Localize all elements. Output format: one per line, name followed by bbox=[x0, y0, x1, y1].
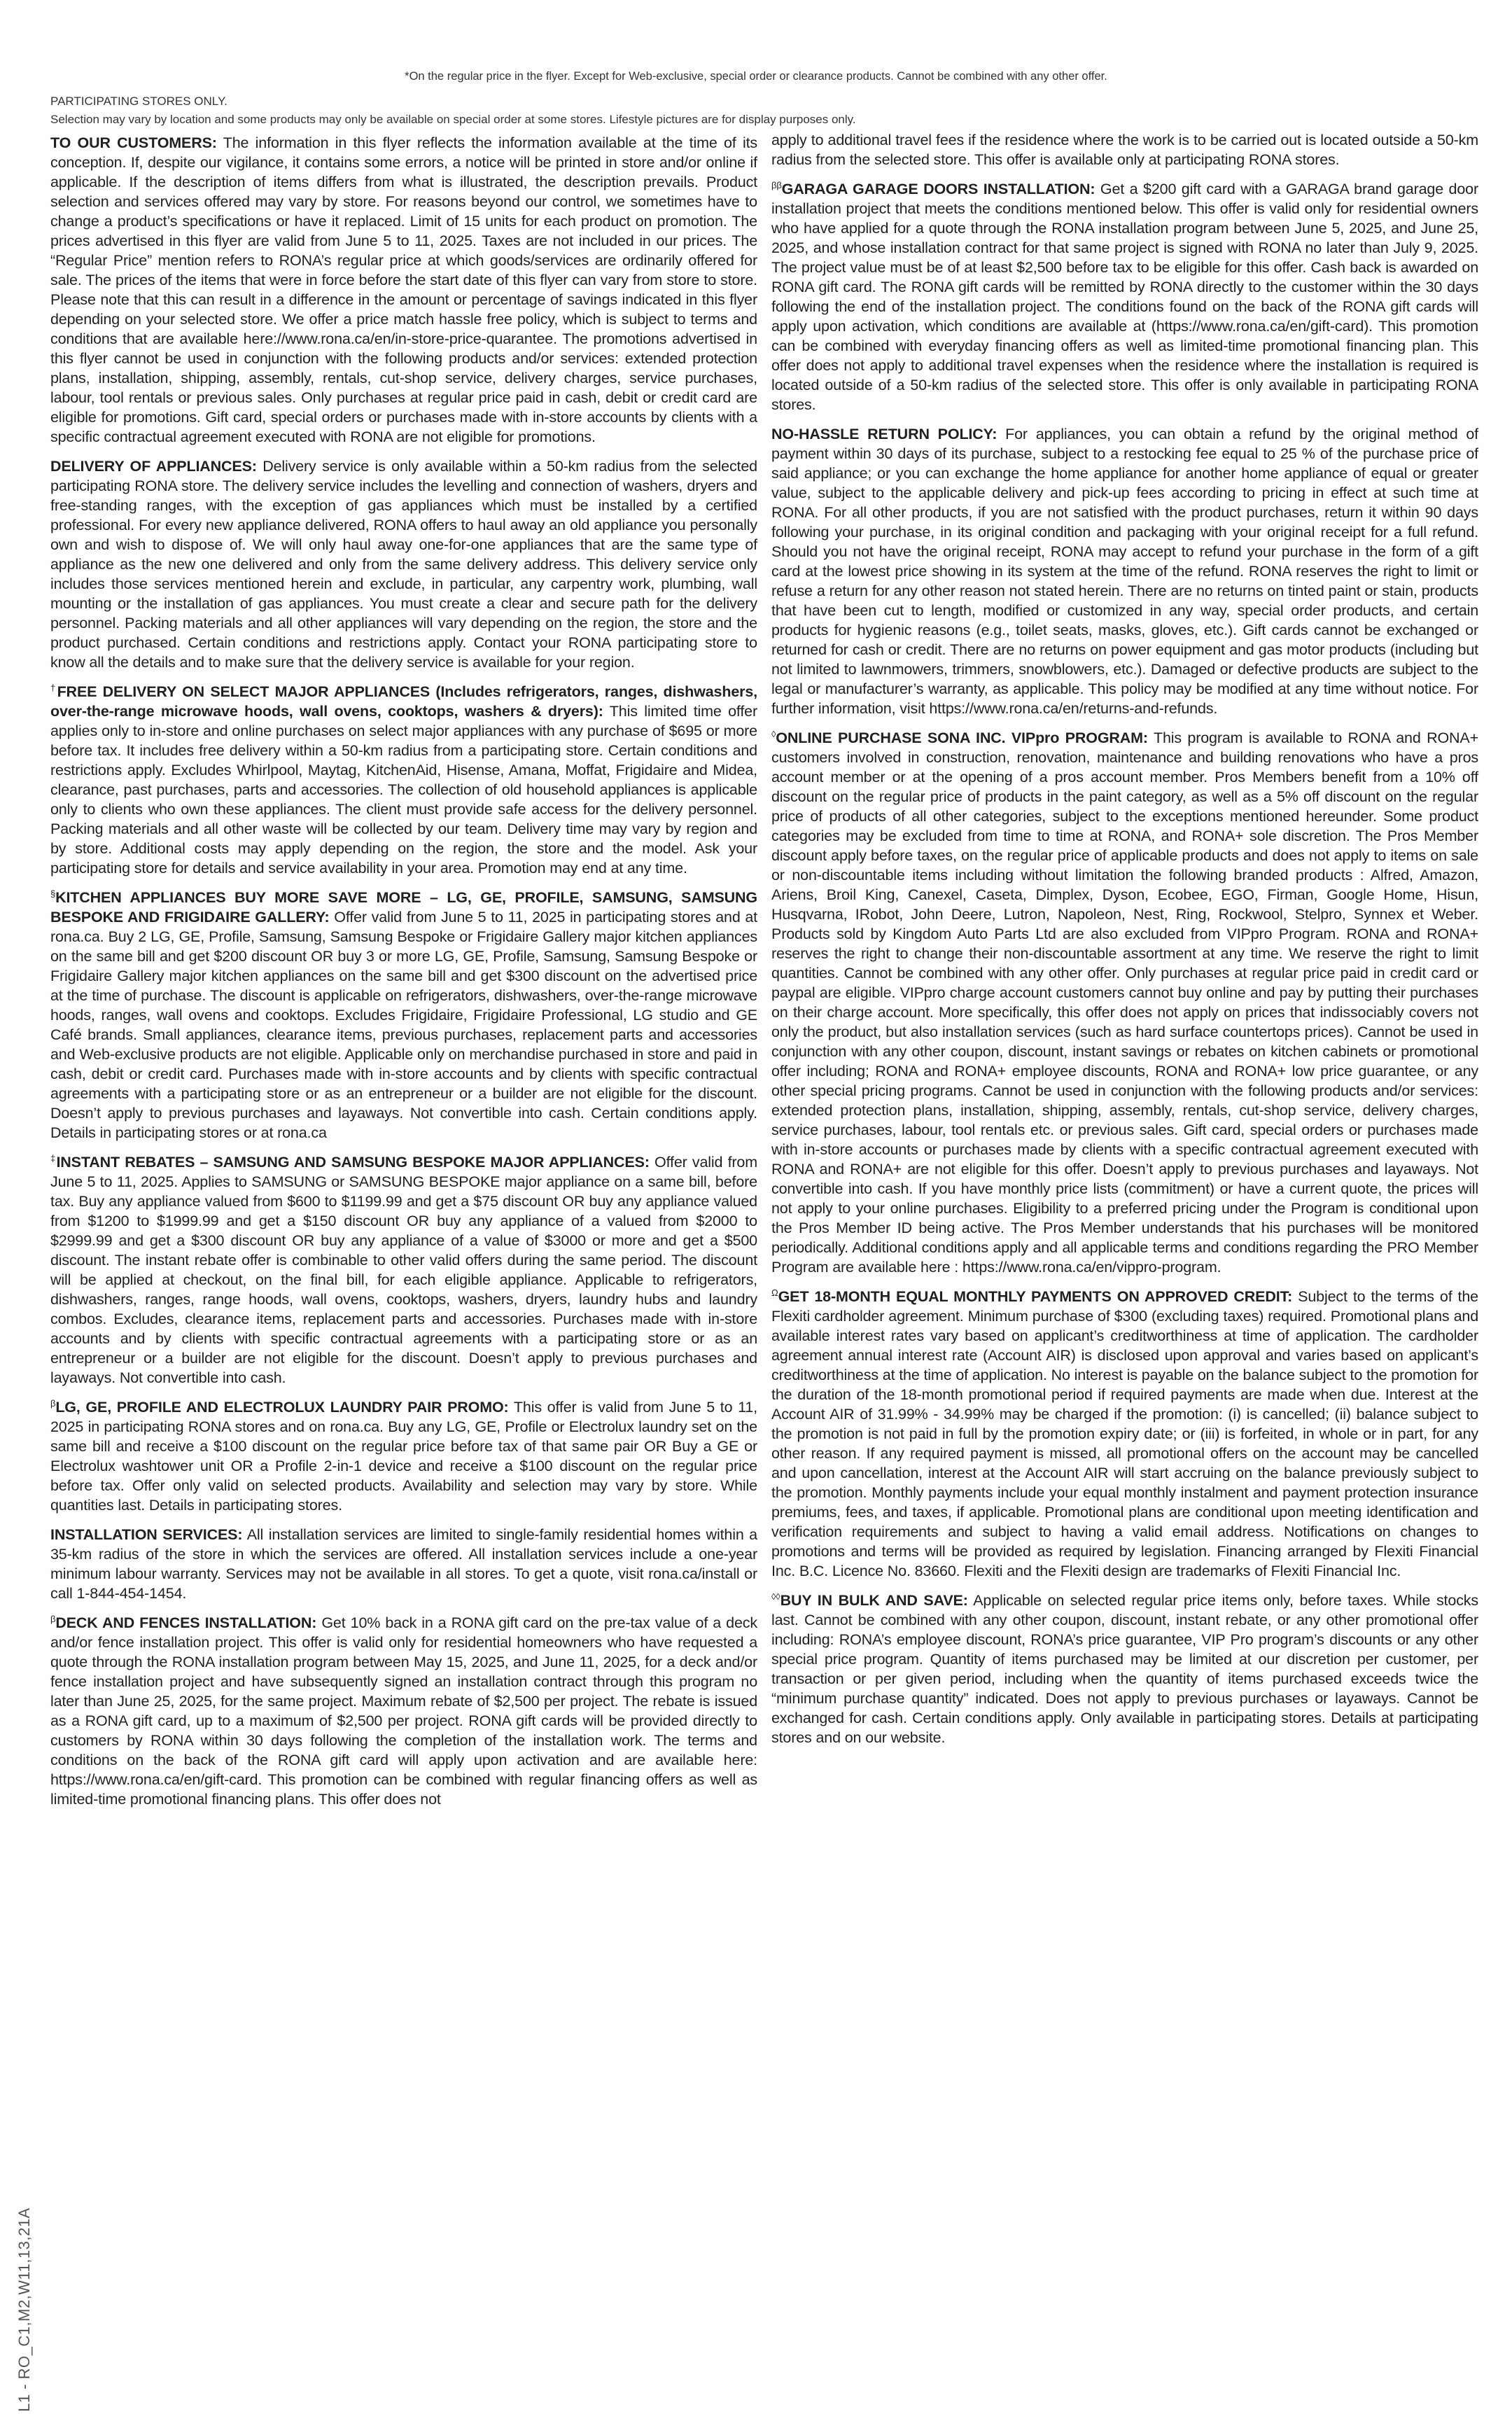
section-heading: TO OUR CUSTOMERS: bbox=[50, 134, 217, 151]
section-free-delivery bbox=[50, 682, 757, 878]
section-vippro-program bbox=[771, 728, 1478, 1277]
left-column bbox=[50, 133, 757, 1819]
right-column bbox=[771, 130, 1478, 1757]
section-body: For appliances, you can obtain a refund by the original method of payment within 30 days of its purchase, subject to a restocking fee equal to 25 % of the purchase price of said appliance; or you can exchange the home appliance for another home appliance of equal or greater value, subject to the applicable delivery and pick-up fees according to pricing in effect at such time at RONA. For all other products, if you are not satisfied with the product purchases, return it within 90 days following your purchase, in its original condition and packaging with your original receipt for a full refund. Should you not have the original receipt, RONA may accept to refund your purchase in the form of a gift card at the lowest price showing in its system at the time of the refund. RONA reserves the right to limit or refuse a return for any other reason not stated herein. There are no returns on tinted paint or stain, products that have been cut to length, modified or customized in any way, special order products, and certain products for hygienic reasons (e.g., toilet seats, masks, gloves, etc.). Gift cards cannot be exchanged or returned for cash or credit. There are no returns on power equipment and gas motor products (including but not limited to lawnmowers, trimmers, snowblowers, etc.). Damaged or defective products are subject to the legal or manufacturer’s warranty, as applicable. This policy may be modified at any time without notice. For further information, visit https://www.rona.ca/en/returns-and-refunds. bbox=[771, 426, 1478, 717]
section-body: Get 10% back in a RONA gift card on the pre-tax value of a deck and/or fence installation project. This offer is valid only for residential homeowners who have requested a quote through the RONA installation program between May 15, 2025, and June 11, 2025, for a deck and/or fence installation project and have subsequently signed an installation contract through this program no later than June 25, 2025, for the same project. Maximum rebate of $2,500 per project. The rebate is issued as a RONA gift card, up to a maximum of $2,500 per project. RONA gift cards will be provided directly to customers by RONA within 30 days following the completion of the installation work. The terms and conditions on the back of the RONA gift card will apply upon activation and are available here: https://www.rona.ca/en/gift-card. This promotion can be combined with regular financing offers as well as limited-time promotional financing plans. This offer does not bbox=[50, 1614, 757, 1808]
section-heading: DELIVERY OF APPLIANCES: bbox=[50, 458, 257, 475]
section-heading: GET 18-MONTH EQUAL MONTHLY PAYMENTS ON APPROVED CREDIT: bbox=[778, 1288, 1293, 1305]
section-heading: LG, GE, PROFILE AND ELECTROLUX LAUNDRY PAIR PROMO: bbox=[55, 1399, 509, 1416]
section-deck-continued bbox=[771, 130, 1478, 169]
section-body: Delivery service is only available within a 50-km radius from the selected participating RONA store. The delivery service includes the levelling and connection of washers, dryers and free-standing ranges, with the exception of gas appliances which must be installed by a certified professional. For every new appliance delivered, RONA offers to haul away an old appliance you personally own and wish to dispose of. We will only haul away one-for-one appliances that are the same type of appliance as the new one delivered and only from the same delivery address. This delivery service only includes those services mentioned herein and exclude, in particular, any carpentry work, plumbing, wall mounting or the installation of gas appliances. You must create a clear and secure path for the delivery personnel. Packing materials and all other appliances will vary depending on the region, the store and the product purchased. Certain conditions and restrictions apply. Contact your RONA participating store to know all the details and to make sure that the delivery service is available for your region. bbox=[50, 458, 757, 671]
section-heading: INSTALLATION SERVICES: bbox=[50, 1526, 243, 1543]
section-mark: ‡ bbox=[50, 1152, 57, 1164]
section-18-month-payments bbox=[771, 1287, 1478, 1581]
section-buy-in-bulk bbox=[771, 1591, 1478, 1747]
section-to-our-customers bbox=[50, 133, 757, 447]
section-body: Get a $200 gift card with a GARAGA brand garage door installation project that meets the conditions mentioned below. This offer is valid only for residential owners who have applied for a quote through the RONA installation program between June 5, 2025, and June 25, 2025, and whose installation contract for that same project is signed with RONA no later than July 9, 2025. The project value must be of at least $2,500 before tax to be eligible for this offer. Cash back is awarded on RONA gift card. The RONA gift cards will be remitted by RONA directly to the customer within the 30 days following the end of the installation project. The conditions found on the back of the RONA gift cards will apply upon activation, which conditions are available at (https://www.rona.ca/en/gift-card). This promotion can be combined with everyday financing offers as well as limited-time promotional financing plan. This offer does not apply to additional travel expenses when the residence where the installation is required is located outside of a 50-km radius of the selected store. This offer is only available in participating RONA stores. bbox=[771, 181, 1478, 413]
section-body: All installation services are limited to single-family residential homes within a 35-km radius of the store in which the services are offered. All installation services include a one-year minimum labour warranty. Services may not be available in all stores. To get a quote, visit rona.ca/install or call 1-844-454-1454. bbox=[50, 1526, 757, 1602]
section-mark: § bbox=[50, 888, 56, 899]
section-mark: β bbox=[50, 1397, 56, 1409]
section-body: Subject to the terms of the Flexiti cardholder agreement. Minimum purchase of $300 (excluding taxes) required. Promotional plans and available interest rates vary based on applicant’s creditworthiness at time of application. The cardholder agreement annual interest rate (Account AIR) is disclosed upon approval and varies based on applicant’s creditworthiness at the time of application. No interest is payable on the balance subject to the promotion for the duration of the 18-month promotional period if required payments are made when due. Interest at the Account AIR of 31.99% - 34.99% may be charged if the promotion: (i) is cancelled; (ii) balance subject to the promotion is not paid in full by the promotion expiry date; or (iii) is forfeited, in whole or in part, for any other reason. If any required payment is missed, all promotional offers on the account may be cancelled and upon cancellation, interest at the Account AIR will start accruing on the balance previously subject to the promotion. Monthly payments include your equal monthly instalment and payment protection insurance premiums, fees, and taxes, if applicable. Promotional plans are conditional upon meeting identification and verification requirements and subject to having a valid email address. Notifications on changes to promotions and terms will be provided as required by legislation. Financing arranged by Flexiti Financial Inc. B.C. Licence No. 83660. Flexiti and the Flexiti design are trademarks of Flexiti Financial Inc. bbox=[771, 1288, 1478, 1579]
section-body: This offer is valid from June 5 to 11, 2025 in participating RONA stores and on rona.ca. Buy any LG, GE, Profile or Electrolux laundry set on the same bill and receive a $100 discount on the regular price before tax of that same pair OR Buy a GE or Electrolux washtower unit OR a Profile 2-in-1 device and receive a $100 discount on the regular price before tax. Offer only valid on selected products. Availability and selection may vary by store. While quantities last. Details in participating stores. bbox=[50, 1399, 757, 1514]
section-heading: BUY IN BULK AND SAVE: bbox=[780, 1592, 968, 1609]
section-body: This limited time offer applies only to in-store and online purchases on select major appliances with any purchase of $695 or more before tax. It includes free delivery within a 50-km radius from a participating store. Certain conditions and restrictions apply. Excludes Whirlpool, Maytag, KitchenAid, Hisense, Amana, Moffat, Frigidaire and Midea, clearance, past purchases, parts and accessories. The collection of old household appliances is applicable only to clients who own these appliances. The client must provide safe access for the delivery personnel. Packing materials and all other waste will be collected by our team. Delivery time may vary by region and by store. Additional costs may apply depending on the region, the store and the model. Ask your participating store for details and service availability in your area. Promotion may end at any time. bbox=[50, 703, 757, 877]
section-kitchen-appliances-buy-more bbox=[50, 888, 757, 1143]
section-garaga-garage-doors bbox=[771, 179, 1478, 414]
section-mark: Ω bbox=[771, 1287, 778, 1298]
section-body: The information in this flyer reflects the information available at the time of its conception. If, despite our vigilance, it contains some errors, a notice will be printed in store and/or online if applicable. If the description of items differs from what is illustrated, the description prevails. Product selection and services offered may vary by store. For reasons beyond our control, we sometimes have to change a product’s specifications or have it replaced. Limit of 15 units for each product on promotion. The prices advertised in this flyer are valid from June 5 to 11, 2025. Taxes are not included in our prices. The “Regular Price” mention refers to RONA’s regular price at which goods/services are ordinarily offered for sale. The prices of the items that were in force before the start date of this flyer can vary from store to store. Please note that this can result in a difference in the amount or percentage of savings indicated in this flyer depending on your selected store. We offer a price match hassle free policy, which is subject to terms and conditions that are available here://www.rona.ca/en/in-store-price-quarantee. The promotions advertised in this flyer cannot be used in conjunction with the following products and/or services: extended protection plans, installation, shipping, assembly, rentals, cut-shop service, delivery charges, service purchases, labour, tool rentals or previous sales. Only purchases at regular price paid in cash, debit or credit card are eligible for promotions. Gift card, special orders or purchases made with in-store accounts by clients with a specific contractual agreement executed with RONA are not eligible for promotions. bbox=[50, 134, 758, 445]
section-laundry-pair-promo bbox=[50, 1397, 757, 1515]
section-mark: ◊◊ bbox=[771, 1591, 780, 1602]
participating-stores-note: PARTICIPATING STORES ONLY. bbox=[50, 95, 227, 108]
section-deck-and-fences bbox=[50, 1613, 757, 1809]
section-no-hassle-return-policy bbox=[771, 424, 1478, 718]
section-heading: INSTANT REBATES – SAMSUNG AND SAMSUNG BESPOKE MAJOR APPLIANCES: bbox=[56, 1154, 650, 1171]
selection-disclaimer: Selection may vary by location and some products may only be available on special order at some stores. Lifestyle pictures are for display purposes only. bbox=[50, 113, 856, 126]
section-heading: KITCHEN APPLIANCES BUY MORE SAVE MORE – LG, GE, PROFILE, SAMSUNG, SAMSUNG BESPOKE AND FRIGIDAIRE GALLERY: bbox=[50, 889, 757, 926]
section-delivery-of-appliances bbox=[50, 456, 757, 672]
section-mark: ◊ bbox=[771, 728, 776, 739]
section-body: This program is available to RONA and RONA+ customers involved in construction, renovation, maintenance and building renovations who have a pros account member or at the opening of a pros account member. Pros Members benefit from a 10% off discount on the regular price of products in the paint category, as well as a 5% off discount on the regular price of products of all other categories, subject to the exceptions mentioned hereunder. Some product categories may be excluded from time to time at RONA, and RONA+ sole discretion. The Pros Member discount apply before taxes, on the regular price of applicable products and does not apply to items on sale or non-discountable items including without limitation the following branded products : Alfred, Amazon, Ariens, Broil King, Canexel, Caseta, Dimplex, Dyson, Ecobee, EGO, Firman, Google Home, Hisun, Husqvarna, IRobot, John Deere, Lutron, Napoleon, Nest, Ring, Rockwool, Stelpro, Synnex et Weber. Products sold by Kingdom Auto Parts Ltd are also excluded from VIPpro Program. RONA and RONA+ reserves the right to change their non-discountable assortment at any time. We reserve the right to limit quantities. Cannot be combined with any other offer. Only purchases at regular price paid in credit card or paypal are eligible. VIPpro charge account customers cannot buy online and pay by putting their purchases on their charge account. More specifically, this offer does not apply on prices that indissociably covers not only the product, but also installation services (such as hard surface countertops prices). Cannot be used in conjunction with any other coupon, discount, instant savings or rebates on kitchen cabinets or promotional offer including; RONA and RONA+ employee discounts, RONA and RONA+ low price guarantee, or any other special pricing programs. Cannot be used in conjunction with the following products and/or services: extended protection plans, installation, shipping, assembly, rentals, cut-shop service, delivery charges, service purchases, labour, tool rentals etc. or previous sales. Gift card, special orders or purchases made with in-store accounts or purchases made by clients with a specific contractual agreement executed with RONA and RONA+ are not eligible for this offer. Doesn’t apply to previous purchases and layaways. Not convertible into cash. If you have monthly price lists (commitment) or have a current quote, the prices will not apply to your online purchases. Eligibility to a preferred pricing under the Program is conditional upon the Pros Member ID being active. The Pros Member understands that his purchases will be monitored periodically. Additional conditions apply and all applicable terms and conditions regarding the PRO Member Program are available here : https://www.rona.ca/en/vippro-program. bbox=[771, 729, 1478, 1276]
section-body: apply to additional travel fees if the residence where the work is to be carried out is located outside a 50-km radius from the selected store. This offer is available only at participating RONA stores. bbox=[771, 132, 1478, 168]
section-heading: NO-HASSLE RETURN POLICY: bbox=[771, 426, 997, 442]
section-body: Offer valid from June 5 to 11, 2025. Applies to SAMSUNG or SAMSUNG BESPOKE major appliance on a same bill, before tax. Buy any appliance valued from $600 to $1199.99 and get a $75 discount OR buy any appliance valued from $1200 to $1999.99 and get a $150 discount OR buy any appliance of a valued from $2000 to $2999.99 and get a $300 discount OR buy any appliance of a value of $3000 or more and get a $500 discount. The instant rebate offer is combinable to other valid offers during the same period. The discount will be applied at checkout, on the final bill, for each eligible appliance. Applicable to refrigerators, dishwashers, ranges, range hoods, wall ovens, cooktops, washers, dryers, laundry hubs and laundry combos. Excludes, clearance items, replacement parts and accessories. Purchases made with in-store accounts and by clients with specific contractual agreements with a participating store or as an entrepreneur or a builder are not eligible for the discount. Doesn’t apply to previous purchases and layaways. Not convertible into cash. bbox=[50, 1154, 757, 1386]
section-body: Offer valid from June 5 to 11, 2025 in participating stores and at rona.ca. Buy 2 LG, GE, Profile, Samsung, Samsung Bespoke or Frigidaire Gallery major kitchen appliances on the same bill and get $200 discount OR buy 3 or more LG, GE, Profile, Samsung, Samsung Bespoke or Frigidaire Gallery major kitchen appliances on the same bill and get $300 discount on the advertised price at the time of purchase. The discount is applicable on refrigerators, dishwashers, over-the-range microwave hoods, ranges, wall ovens and cooktops. Excludes Frigidaire, Frigidaire Professional, LG studio and GE Café brands. Small appliances, clearance items, previous purchases, replacement parts and accessories and Web-exclusive products are not eligible. Applicable only on merchandise purchased in store and paid in cash, debit or credit card. Purchases made with in-store accounts and by clients with specific contractual agreements with a participating store or as an entrepreneur or a builder are not eligible for the discount. Doesn’t apply to previous purchases and layaways. Not convertible into cash. Certain conditions apply. Details in participating stores or at rona.ca bbox=[50, 909, 757, 1141]
section-heading: FREE DELIVERY ON SELECT MAJOR APPLIANCES (Includes refrigerators, ranges, dishwashers, over-the-range microwave hoods, wall ovens, cooktops, washers & dryers): bbox=[50, 683, 757, 720]
section-body: Applicable on selected regular price items only, before taxes. While stocks last. Cannot be combined with any other coupon, discount, instant rebate, or any other promotional offer including: RONA’s employee discount, RONA’s price guarantee, VIP Pro program’s discounts or any other special price program. Quantity of items purchased may be limited at our discretion per customer, per transaction or per given period, including when the quantity of items purchased exceeds twice the “minimum purchase quantity” indicated. Does not apply to previous purchases or layaways. Cannot be exchanged for cash. Certain conditions apply. Only available in participating stores. Details at participating stores and on our website. bbox=[771, 1592, 1478, 1746]
section-mark: ββ bbox=[771, 179, 782, 190]
flyer-code: L1 - RO_C1,M2,W11,13,21A bbox=[15, 2207, 33, 2412]
section-heading: DECK AND FENCES INSTALLATION: bbox=[55, 1614, 317, 1631]
section-heading: GARAGA GARAGE DOORS INSTALLATION: bbox=[781, 181, 1096, 197]
section-mark: † bbox=[50, 682, 57, 693]
section-heading: ONLINE PURCHASE SONA INC. VIPpro PROGRAM: bbox=[776, 729, 1148, 746]
section-instant-rebates-samsung bbox=[50, 1152, 757, 1388]
section-mark: β bbox=[50, 1613, 56, 1624]
regular-price-footnote: *On the regular price in the flyer. Except for Web-exclusive, special order or clearance products. Cannot be combined with any other offer. bbox=[405, 70, 1107, 83]
section-installation-services bbox=[50, 1525, 757, 1603]
